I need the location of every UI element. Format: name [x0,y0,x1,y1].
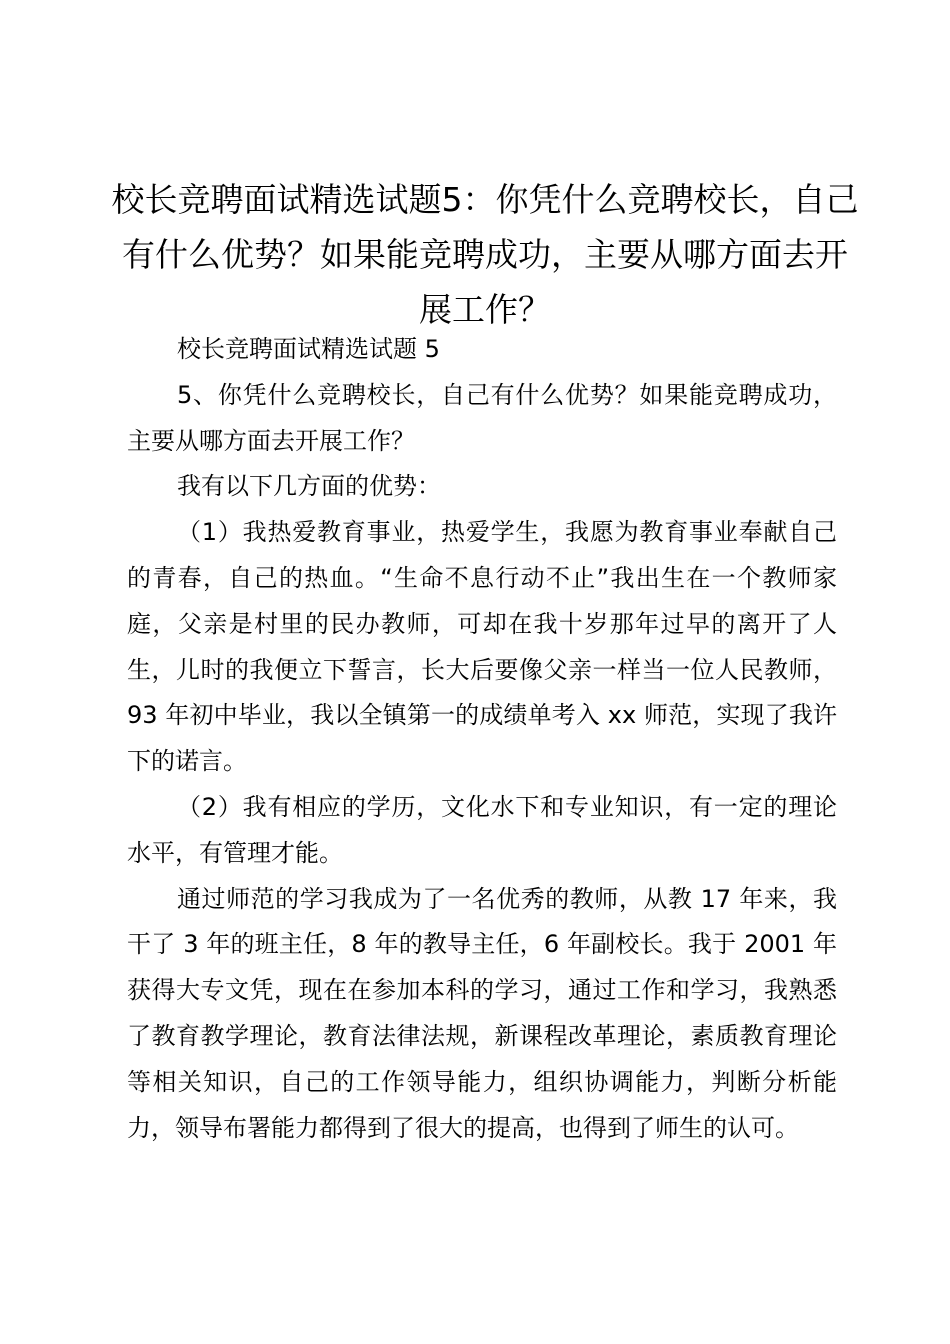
paragraph-question: 5、你凭什么竞聘校长，自己有什么优势？如果能竞聘成功，主要从哪方面去开展工作？ [127,380,837,455]
paragraph-subtitle: 校长竞聘面试精选试题 5 [177,335,440,363]
paragraph-point-1: （1）我热爱教育事业，热爱学生，我愿为教育事业奉献自己的青春，自己的热血。“生命不息行动不止”我出生在一个教师家庭，父亲是村里的民办教师，可却在我十岁那年过早的离开了人生，儿时的我便立下誓言，长大后要像父亲一样当一位人民教师，93 年初中毕业，我以全镇第一的成绩单考入 xx 师范，实现了我许下的诺言。 [127,518,837,776]
paragraph-point-2: （2）我有相应的学历，文化水下和专业知识，有一定的理论水平，有管理才能。 [127,792,837,867]
document-title: 校长竞聘面试精选试题5：你凭什么竞聘校长，自己有什么优势？如果能竞聘成功，主要从哪方面去开展工作？ [111,180,859,329]
paragraph-experience: 通过师范的学习我成为了一名优秀的教师，从教 17 年来，我干了 3 年的班主任，8 年的教导主任，6 年副校长。我于 2001 年获得大专文凭，现在在参加本科的学习，通过工作和学习，我熟悉了教育教学理论，教育法律法规，新课程改革理论，素质教育理论等相关知识，自己的工作领导能力，组织协调能力，判断分析能力，领导布署能力都得到了很大的提高，也得到了师生的认可。 [127,884,837,1142]
paragraph-intro: 我有以下几方面的优势： [177,472,441,501]
document-body [127,327,837,1151]
